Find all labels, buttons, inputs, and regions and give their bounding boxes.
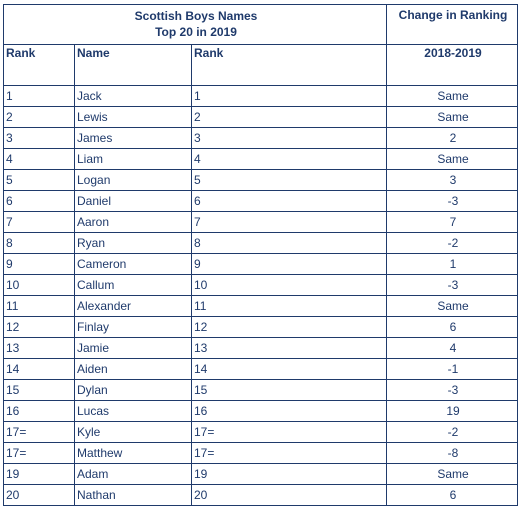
rank-cell: 9 [4, 254, 75, 275]
rank2-cell: 9 [192, 254, 387, 275]
table-row [4, 485, 518, 506]
rank-cell: 1 [4, 86, 75, 107]
change-cell: 6 [387, 317, 518, 338]
rank2-cell: 2 [192, 107, 387, 128]
change-cell: 6 [387, 485, 518, 506]
name-cell: Aiden [75, 359, 192, 380]
name-cell: Nathan [75, 485, 192, 506]
boys-names-table [3, 4, 518, 506]
rank2-header: Rank [192, 45, 387, 86]
name-cell: Lucas [75, 401, 192, 422]
name-cell: Kyle [75, 422, 192, 443]
table-row [4, 170, 518, 191]
rank-cell: 17= [4, 443, 75, 464]
rank2-cell: 8 [192, 233, 387, 254]
rank2-cell: 17= [192, 443, 387, 464]
names-table-sheet [3, 4, 518, 506]
name-cell: Dylan [75, 380, 192, 401]
rank-cell: 15 [4, 380, 75, 401]
name-cell: Callum [75, 275, 192, 296]
rank2-cell: 19 [192, 464, 387, 485]
change-cell: Same [387, 464, 518, 485]
change-cell: Same [387, 149, 518, 170]
name-cell: Logan [75, 170, 192, 191]
rank2-cell: 10 [192, 275, 387, 296]
table-row [4, 359, 518, 380]
table-row [4, 191, 518, 212]
name-cell: Finlay [75, 317, 192, 338]
table-row [4, 212, 518, 233]
rank-cell: 14 [4, 359, 75, 380]
rank-cell: 10 [4, 275, 75, 296]
rank-cell: 3 [4, 128, 75, 149]
rank-cell: 17= [4, 422, 75, 443]
rank2-cell: 12 [192, 317, 387, 338]
rank2-cell: 14 [192, 359, 387, 380]
table-title [4, 5, 387, 45]
rank-cell: 2 [4, 107, 75, 128]
rank2-cell: 3 [192, 128, 387, 149]
change-cell: -2 [387, 233, 518, 254]
rank-cell: 20 [4, 485, 75, 506]
rank-cell: 5 [4, 170, 75, 191]
change-cell: -3 [387, 380, 518, 401]
table-row [4, 275, 518, 296]
name-cell: Liam [75, 149, 192, 170]
table-row [4, 254, 518, 275]
name-cell: Ryan [75, 233, 192, 254]
change-cell: 19 [387, 401, 518, 422]
name-header: Name [75, 45, 192, 86]
title-row [4, 5, 518, 45]
period-header: 2018-2019 [387, 45, 518, 86]
change-cell: -3 [387, 275, 518, 296]
rank-cell: 13 [4, 338, 75, 359]
change-cell: -2 [387, 422, 518, 443]
change-cell: 2 [387, 128, 518, 149]
rank-cell: 19 [4, 464, 75, 485]
rank2-cell: 6 [192, 191, 387, 212]
table-row [4, 422, 518, 443]
name-cell: Lewis [75, 107, 192, 128]
name-cell: Matthew [75, 443, 192, 464]
table-row [4, 128, 518, 149]
column-header-row [4, 45, 518, 86]
rank-cell: 8 [4, 233, 75, 254]
name-cell: Cameron [75, 254, 192, 275]
name-cell: Jack [75, 86, 192, 107]
change-ranking-title: Change in Ranking [387, 5, 518, 45]
rank2-cell: 13 [192, 338, 387, 359]
table-row [4, 149, 518, 170]
table-row [4, 401, 518, 422]
rank2-cell: 17= [192, 422, 387, 443]
title-line-1: Scottish Boys Names [134, 9, 258, 23]
rank-header: Rank [4, 45, 75, 86]
rank-cell: 16 [4, 401, 75, 422]
change-cell: 3 [387, 170, 518, 191]
name-cell: Aaron [75, 212, 192, 233]
name-cell: Alexander [75, 296, 192, 317]
change-cell: 1 [387, 254, 518, 275]
rank2-cell: 15 [192, 380, 387, 401]
rank2-cell: 5 [192, 170, 387, 191]
title-line-2: Top 20 in 2019 [155, 25, 237, 39]
table-row [4, 338, 518, 359]
change-cell: Same [387, 86, 518, 107]
change-cell: Same [387, 296, 518, 317]
rank2-cell: 20 [192, 485, 387, 506]
name-cell: Daniel [75, 191, 192, 212]
name-cell: Jamie [75, 338, 192, 359]
table-row [4, 107, 518, 128]
rank2-cell: 7 [192, 212, 387, 233]
rank-cell: 6 [4, 191, 75, 212]
rank2-cell: 16 [192, 401, 387, 422]
change-cell: -8 [387, 443, 518, 464]
name-cell: James [75, 128, 192, 149]
rank-cell: 4 [4, 149, 75, 170]
change-cell: -3 [387, 191, 518, 212]
table-row [4, 86, 518, 107]
table-row [4, 464, 518, 485]
table-row [4, 317, 518, 338]
change-cell: Same [387, 107, 518, 128]
rank2-cell: 4 [192, 149, 387, 170]
change-cell: 7 [387, 212, 518, 233]
table-row [4, 443, 518, 464]
change-cell: -1 [387, 359, 518, 380]
rank-cell: 11 [4, 296, 75, 317]
rank2-cell: 1 [192, 86, 387, 107]
rank-cell: 12 [4, 317, 75, 338]
table-row [4, 380, 518, 401]
rank2-cell: 11 [192, 296, 387, 317]
table-row [4, 296, 518, 317]
table-row [4, 233, 518, 254]
name-cell: Adam [75, 464, 192, 485]
rank-cell: 7 [4, 212, 75, 233]
change-cell: 4 [387, 338, 518, 359]
